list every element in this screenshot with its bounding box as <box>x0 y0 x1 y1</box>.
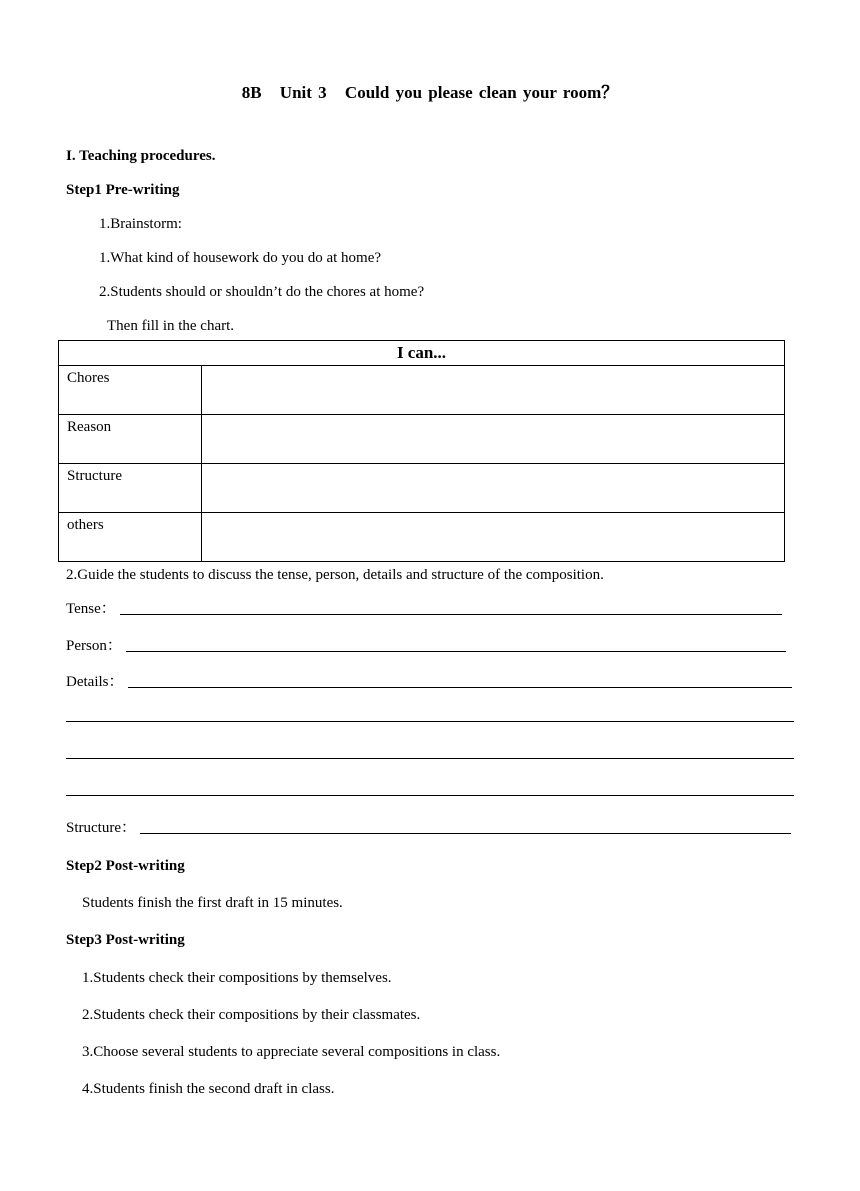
details-blank-line[interactable] <box>66 758 794 759</box>
chart-row-cell[interactable] <box>202 513 785 562</box>
chart-row <box>59 415 785 464</box>
chart-row <box>59 366 785 415</box>
title-unit: Unit 3 <box>279 83 327 102</box>
title-topic: Could you please clean your room？ <box>344 83 619 102</box>
chart-row-label: Chores <box>59 366 202 415</box>
tense-label: Tense： <box>66 601 116 617</box>
section-heading: I. Teaching procedures. <box>66 148 216 164</box>
structure-field <box>66 816 791 837</box>
chart-row <box>59 513 785 562</box>
i-can-chart <box>58 340 785 562</box>
chart-row-cell[interactable] <box>202 366 785 415</box>
step2-text: Students finish the first draft in 15 minutes. <box>82 895 343 911</box>
step1-heading: Step1 Pre-writing <box>66 182 180 198</box>
chart-row-cell[interactable] <box>202 415 785 464</box>
step3-item: 3.Choose several students to appreciate several compositions in class. <box>82 1044 501 1060</box>
tense-blank[interactable] <box>120 613 782 615</box>
step3-heading: Step3 Post-writing <box>66 932 185 948</box>
step3-item: 2.Students check their compositions by their classmates. <box>82 1007 421 1023</box>
person-field <box>66 634 786 655</box>
chart-header: I can... <box>59 341 785 366</box>
details-blank[interactable] <box>128 686 792 688</box>
tense-field <box>66 597 782 618</box>
chart-row-label: others <box>59 513 202 562</box>
step3-item: 4.Students finish the second draft in class. <box>82 1081 335 1097</box>
person-blank[interactable] <box>126 650 786 652</box>
step1-item-instruction: Then fill in the chart. <box>107 318 235 334</box>
chart-row-label: Reason <box>59 415 202 464</box>
structure-label: Structure： <box>66 820 136 836</box>
structure-blank[interactable] <box>140 832 791 834</box>
step1-item-question-2: 2.Students should or shouldn’t do the chores at home? <box>99 284 425 300</box>
title-grade: 8B <box>241 83 262 102</box>
chart-row <box>59 464 785 513</box>
document-title <box>0 78 860 103</box>
details-blank-line[interactable] <box>66 795 794 796</box>
details-blank-line[interactable] <box>66 721 794 722</box>
person-label: Person： <box>66 638 122 654</box>
details-label: Details： <box>66 674 124 690</box>
details-field <box>66 670 792 691</box>
chart-row-cell[interactable] <box>202 464 785 513</box>
step3-item: 1.Students check their compositions by themselves. <box>82 970 392 986</box>
step2-heading: Step2 Post-writing <box>66 858 185 874</box>
guide-text: 2.Guide the students to discuss the tense, person, details and structure of the composition. <box>66 567 604 583</box>
step1-item-question-1: 1.What kind of housework do you do at home? <box>99 250 382 266</box>
chart-row-label: Structure <box>59 464 202 513</box>
step1-item-brainstorm: 1.Brainstorm: <box>99 216 182 232</box>
